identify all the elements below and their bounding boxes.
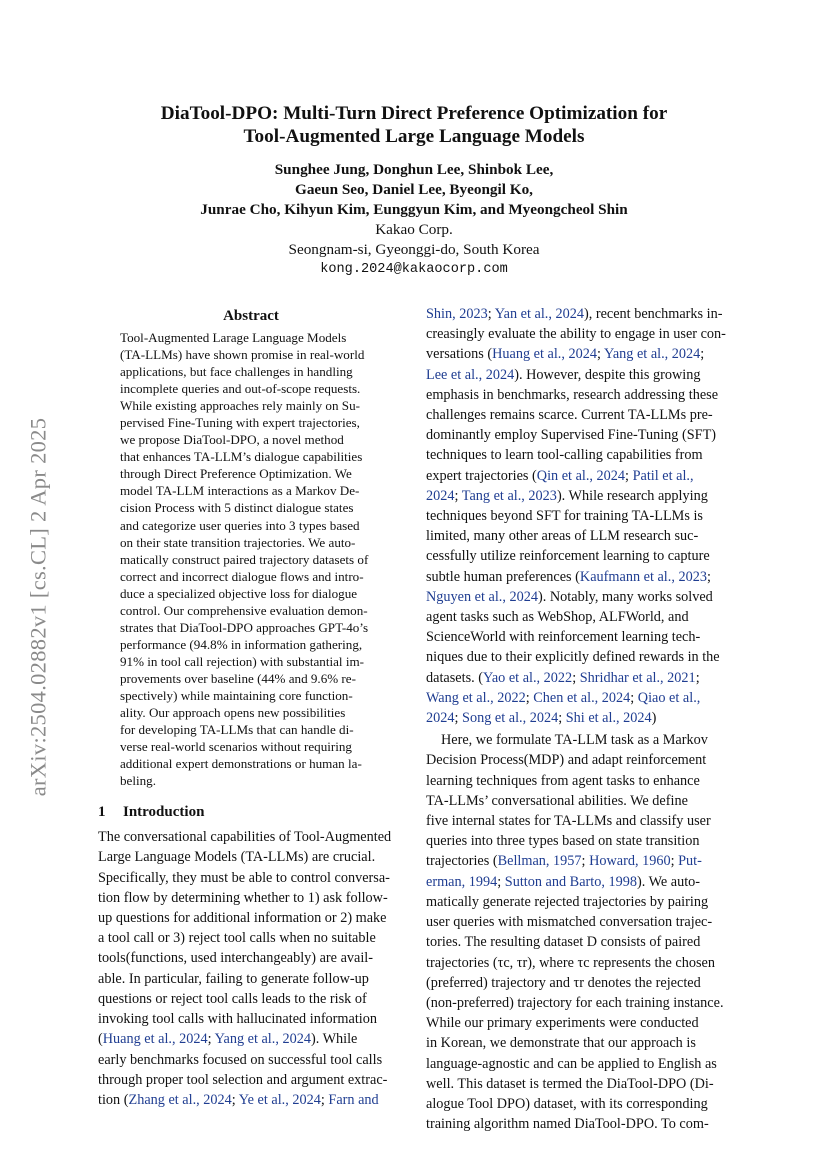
abstract-heading: Abstract bbox=[223, 308, 279, 324]
citation-link[interactable]: Sutton and Barto, 1998 bbox=[504, 873, 637, 890]
text-run: Decision Process(MDP) and adapt reinforcement bbox=[426, 752, 707, 769]
text-run: (preferred) trajectory and τr denotes the rejected bbox=[426, 974, 701, 991]
text-line bbox=[426, 385, 732, 405]
abstract-line: and categorize user queries into 3 types based bbox=[120, 517, 360, 533]
text-run: through proper tool selection and argument extrac- bbox=[98, 1071, 388, 1088]
text-line bbox=[426, 668, 732, 688]
text-run: niques due to their explicitly defined rewards in the bbox=[426, 649, 720, 666]
citation-link[interactable]: Bellman, 1957 bbox=[497, 853, 582, 870]
text-line bbox=[426, 526, 732, 546]
title-line-2: Tool-Augmented Large Language Models bbox=[243, 126, 585, 147]
text-run: early benchmarks focused on successful tool calls bbox=[98, 1051, 383, 1068]
text-line bbox=[426, 466, 732, 486]
abstract-line: applications, but face challenges in handling bbox=[120, 364, 353, 380]
text-line bbox=[426, 1033, 732, 1053]
arxiv-stamp-text: arXiv:2504.02882v1 [cs.CL] 2 Apr 2025 bbox=[25, 417, 50, 797]
text-run: ), recent benchmarks in- bbox=[583, 306, 723, 322]
text-run: subtle human preferences ( bbox=[426, 568, 580, 585]
text-run: ) bbox=[651, 710, 657, 727]
citation-link[interactable]: Howard, 1960 bbox=[589, 853, 671, 870]
text-run: The conversational capabilities of Tool-Augmented bbox=[98, 829, 392, 846]
text-line bbox=[426, 892, 732, 912]
citation-link[interactable]: Patil et al., bbox=[632, 467, 694, 484]
text-line bbox=[426, 627, 732, 647]
text-run: ; bbox=[320, 1091, 329, 1108]
text-line bbox=[426, 932, 732, 952]
text-line bbox=[426, 688, 732, 708]
text-line bbox=[426, 1054, 732, 1074]
citation-link[interactable]: Song et al., 2024 bbox=[462, 710, 559, 727]
text-run: ; bbox=[487, 306, 495, 322]
abstract-line: cision Process with 5 distinct dialogue states bbox=[120, 500, 354, 516]
text-run: ; bbox=[630, 689, 638, 706]
citation-link[interactable]: Yang et al., 2024 bbox=[603, 346, 701, 363]
citation-link[interactable]: Ye et al., 2024 bbox=[238, 1091, 321, 1108]
citation-link[interactable]: erman, 1994 bbox=[426, 873, 498, 890]
text-run: tion flow by determining whether to 1) ask follow- bbox=[98, 889, 388, 906]
abstract-line: provements over baseline (44% and 9.6% re- bbox=[120, 670, 356, 686]
text-line bbox=[426, 831, 732, 851]
text-line bbox=[426, 425, 732, 445]
text-run: invoking tool calls with hallucinated information bbox=[98, 1011, 378, 1028]
abstract-line: control. Our comprehensive evaluation demon- bbox=[120, 602, 368, 618]
citation-link[interactable]: Qin et al., 2024 bbox=[536, 467, 626, 484]
text-run: (non-preferred) trajectory for each training instance. bbox=[426, 994, 724, 1011]
text-line bbox=[426, 587, 732, 607]
text-run: challenges remains scarce. Current TA-LLMs pre- bbox=[426, 407, 713, 424]
text-line bbox=[426, 324, 732, 344]
text-line bbox=[426, 567, 732, 587]
text-line bbox=[98, 948, 404, 968]
arxiv-identifier-stamp bbox=[26, 372, 50, 842]
author-line-2: Gaeun Seo, Daniel Lee, Byeongil Ko, bbox=[295, 181, 533, 198]
text-run: versations ( bbox=[426, 346, 493, 363]
abstract-line: strates that DiaTool-DPO approaches GPT-4o’s bbox=[120, 619, 369, 635]
text-run: TA-LLMs’ conversational abilities. We define bbox=[426, 792, 688, 809]
citation-link[interactable]: Lee et al., 2024 bbox=[426, 366, 515, 383]
text-line bbox=[98, 1070, 404, 1090]
text-run: tools(functions, used interchangeably) are avail- bbox=[98, 950, 374, 967]
author-block bbox=[80, 160, 748, 280]
text-run: Here, we formulate TA-LLM task as a Markov bbox=[441, 732, 708, 749]
text-line bbox=[426, 993, 732, 1013]
text-run: queries into three types based on state transition bbox=[426, 833, 700, 850]
text-run: ( bbox=[98, 1031, 103, 1048]
text-line bbox=[98, 989, 404, 1009]
abstract-line: verse real-world scenarios without requiring bbox=[120, 739, 352, 755]
text-run: dominantly employ Supervised Fine-Tuning (SFT) bbox=[426, 427, 717, 444]
abstract-line: pervised Fine-Tuning with expert trajectories, bbox=[120, 415, 360, 431]
text-run: tion ( bbox=[98, 1091, 129, 1108]
text-line bbox=[426, 872, 732, 892]
text-run: creasingly evaluate the ability to engage in user con- bbox=[426, 326, 726, 343]
abstract-line: through Direct Preference Optimization. We bbox=[120, 466, 352, 482]
text-run: ; bbox=[596, 346, 604, 363]
text-run: alogue Tool DPO) dataset, with its corresponding bbox=[426, 1095, 708, 1112]
text-run: ; bbox=[700, 346, 705, 363]
introduction-body bbox=[98, 827, 404, 1110]
text-run: techniques beyond SFT for training TA-LLMs is bbox=[426, 508, 703, 525]
abstract-line: correct and incorrect dialogue flows and intro- bbox=[120, 568, 364, 584]
left-column bbox=[98, 306, 404, 1110]
abstract-line: incomplete queries and out-of-scope requests. bbox=[120, 381, 361, 397]
text-line bbox=[98, 1050, 404, 1070]
text-run: ; bbox=[497, 873, 505, 890]
text-run: training algorithm named DiaTool-DPO. To com- bbox=[426, 1116, 709, 1133]
text-run: ; bbox=[581, 853, 590, 870]
text-run: techniques to learn tool-calling capabilities from bbox=[426, 447, 703, 464]
text-run: well. This dataset is termed the DiaTool-DPO (Di- bbox=[426, 1075, 714, 1092]
location: Seongnam-si, Gyeonggi-do, South Korea bbox=[288, 241, 540, 258]
text-line bbox=[426, 304, 732, 324]
text-line bbox=[426, 365, 732, 385]
text-line bbox=[98, 888, 404, 908]
abstract-line: spectively) while maintaining core function- bbox=[120, 687, 353, 703]
text-run: Specifically, they must be able to control conversa- bbox=[98, 869, 390, 886]
abstract-line: (TA-LLMs) have shown promise in real-world bbox=[120, 347, 365, 363]
text-run: ; bbox=[525, 689, 534, 706]
text-run: datasets. ( bbox=[426, 669, 483, 686]
paper-title bbox=[80, 102, 748, 148]
text-line bbox=[426, 344, 732, 364]
text-line bbox=[426, 486, 732, 506]
text-line bbox=[426, 973, 732, 993]
text-run: ; bbox=[231, 1091, 239, 1108]
abstract-line: While existing approaches rely mainly on Su- bbox=[120, 398, 360, 414]
text-line bbox=[426, 506, 732, 526]
text-run: tories. The resulting dataset D consists of paired bbox=[426, 934, 701, 951]
citation-link[interactable]: Farn and bbox=[328, 1091, 379, 1108]
text-run: ; bbox=[558, 710, 566, 727]
text-line bbox=[426, 953, 732, 973]
citation-link[interactable]: Yan et al., 2024 bbox=[494, 306, 584, 322]
text-line bbox=[426, 1074, 732, 1094]
text-run: ). We auto- bbox=[636, 873, 701, 890]
text-line bbox=[98, 827, 404, 847]
abstract-line: additional expert demonstrations or human la- bbox=[120, 756, 362, 772]
abstract-line: for developing TA-LLMs that can handle di- bbox=[120, 722, 354, 738]
abstract-line: we propose DiaTool-DPO, a novel method bbox=[120, 432, 344, 448]
text-line bbox=[426, 791, 732, 811]
text-line bbox=[98, 847, 404, 867]
text-run: ; bbox=[695, 669, 700, 686]
text-run: user queries with mismatched conversation trajec- bbox=[426, 914, 713, 931]
text-line bbox=[426, 1013, 732, 1033]
author-line-3: Junrae Cho, Kihyun Kim, Eunggyun Kim, and Myeongcheol Shin bbox=[200, 201, 628, 218]
email-address: kong.2024@kakaocorp.com bbox=[320, 262, 508, 277]
citation-link[interactable]: Put- bbox=[678, 853, 702, 870]
text-run: ; bbox=[454, 487, 462, 504]
right-paragraph-1 bbox=[426, 304, 732, 728]
text-run: learning techniques from agent tasks to enhance bbox=[426, 772, 700, 789]
section-heading-introduction bbox=[98, 802, 404, 822]
text-run: a tool call or 3) reject tool calls when no suitable bbox=[98, 930, 376, 947]
abstract-body bbox=[120, 329, 382, 789]
citation-link[interactable]: Yao et al., 2022 bbox=[482, 669, 573, 686]
text-run: questions or reject tool calls leads to the risk of bbox=[98, 990, 367, 1007]
text-run: ; bbox=[670, 853, 679, 870]
text-run: trajectories (τc, τr), where τc represents the chosen bbox=[426, 954, 715, 971]
text-run: ). Notably, many works solved bbox=[538, 588, 713, 605]
text-line bbox=[426, 851, 732, 871]
abstract-line: 91% in tool call rejection) with substantial im- bbox=[120, 653, 364, 669]
text-run: ; bbox=[572, 669, 580, 686]
affiliation: Kakao Corp. bbox=[375, 221, 453, 238]
text-line bbox=[98, 928, 404, 948]
citation-link[interactable]: Wang et al., 2022 bbox=[426, 689, 526, 706]
text-run: expert trajectories ( bbox=[426, 467, 537, 484]
abstract-line: that enhances TA-LLM’s dialogue capabilities bbox=[120, 449, 363, 465]
text-line bbox=[426, 1094, 732, 1114]
text-run: matically generate rejected trajectories by pairing bbox=[426, 893, 709, 910]
citation-link[interactable]: Kaufmann et al., 2023 bbox=[579, 568, 707, 585]
text-line bbox=[426, 1114, 732, 1134]
abstract-line: matically construct paired trajectory datasets of bbox=[120, 551, 369, 567]
text-line bbox=[98, 1009, 404, 1029]
citation-link[interactable]: Huang et al., 2024 bbox=[492, 346, 597, 363]
text-line bbox=[426, 445, 732, 465]
citation-link[interactable]: Nguyen et al., 2024 bbox=[426, 588, 538, 605]
abstract-line: Tool-Augmented Larage Language Models bbox=[120, 330, 347, 345]
text-line bbox=[426, 771, 732, 791]
text-run: emphasis in benchmarks, research addressing these bbox=[426, 386, 719, 403]
text-run: While our primary experiments were conducted bbox=[426, 1015, 699, 1032]
text-run: ). However, despite this growing bbox=[514, 366, 701, 383]
citation-link[interactable]: Shridhar et al., 2021 bbox=[579, 669, 696, 686]
author-line-1: Sunghee Jung, Donghun Lee, Shinbok Lee, bbox=[274, 161, 554, 178]
text-line bbox=[98, 868, 404, 888]
text-line bbox=[426, 730, 732, 750]
text-run: ; bbox=[454, 710, 463, 727]
text-line bbox=[98, 908, 404, 928]
citation-link[interactable]: Tang et al., 2023 bbox=[461, 487, 557, 504]
text-line bbox=[98, 1029, 404, 1049]
text-run: five internal states for TA-LLMs and classify user bbox=[426, 813, 711, 830]
text-run: ScienceWorld with reinforcement learning tech- bbox=[426, 629, 701, 646]
text-line bbox=[98, 969, 404, 989]
text-line bbox=[426, 811, 732, 831]
section-number: 1 bbox=[98, 804, 106, 821]
text-line bbox=[426, 912, 732, 932]
text-run: cessfully utilize reinforcement learning to capture bbox=[426, 548, 710, 565]
text-line bbox=[426, 708, 732, 728]
text-line bbox=[426, 647, 732, 667]
text-run: ; bbox=[706, 568, 711, 585]
text-run: ; bbox=[625, 467, 633, 484]
right-paragraph-2 bbox=[426, 730, 732, 1134]
citation-link[interactable]: Qiao et al., bbox=[637, 689, 701, 706]
abstract-line: ality. Our approach opens new possibilities bbox=[120, 705, 346, 721]
title-line-1: DiaTool-DPO: Multi-Turn Direct Preference Optimization for bbox=[160, 103, 668, 124]
text-run: able. In particular, failing to generate follow-up bbox=[98, 970, 369, 987]
text-line bbox=[426, 405, 732, 425]
text-run: language-agnostic and can be applied to English as bbox=[426, 1055, 717, 1072]
text-line bbox=[98, 1090, 404, 1110]
abstract-line: model TA-LLM interactions as a Markov De- bbox=[120, 483, 360, 499]
text-line bbox=[426, 546, 732, 566]
citation-link[interactable]: Huang et al., 2024 bbox=[102, 1031, 208, 1048]
abstract-line: duce a specialized objective loss for dialogue bbox=[120, 585, 358, 601]
text-run: ). While bbox=[310, 1031, 358, 1048]
abstract-line: on their state transition trajectories. We auto- bbox=[120, 534, 356, 550]
citation-link[interactable]: 2024 bbox=[426, 487, 455, 504]
section-title: Introduction bbox=[123, 804, 205, 821]
text-run: ; bbox=[207, 1031, 215, 1048]
text-run: limited, many other areas of LLM research suc- bbox=[426, 528, 699, 545]
citation-link[interactable]: Chen et al., 2024 bbox=[533, 689, 631, 706]
citation-link[interactable]: Shi et al., 2024 bbox=[565, 710, 652, 727]
text-run: agent tasks such as WebShop, ALFWorld, and bbox=[426, 609, 689, 626]
text-line bbox=[426, 607, 732, 627]
citation-link[interactable]: Shin, 2023 bbox=[426, 306, 488, 322]
text-run: trajectories ( bbox=[426, 853, 498, 870]
abstract-line: beling. bbox=[120, 773, 157, 789]
citation-link[interactable]: Zhang et al., 2024 bbox=[128, 1091, 232, 1108]
citation-link[interactable]: Yang et al., 2024 bbox=[214, 1031, 311, 1048]
citation-link[interactable]: 2024 bbox=[426, 710, 455, 727]
right-column bbox=[426, 304, 732, 1134]
text-run: Large Language Models (TA-LLMs) are crucial. bbox=[98, 849, 376, 866]
text-run: up questions for additional information or 2) make bbox=[98, 910, 387, 927]
text-run: in Korean, we demonstrate that our approach is bbox=[426, 1035, 696, 1052]
abstract-line: performance (94.8% in information gathering, bbox=[120, 636, 363, 652]
text-run: ). While research applying bbox=[556, 487, 708, 504]
text-line bbox=[426, 750, 732, 770]
